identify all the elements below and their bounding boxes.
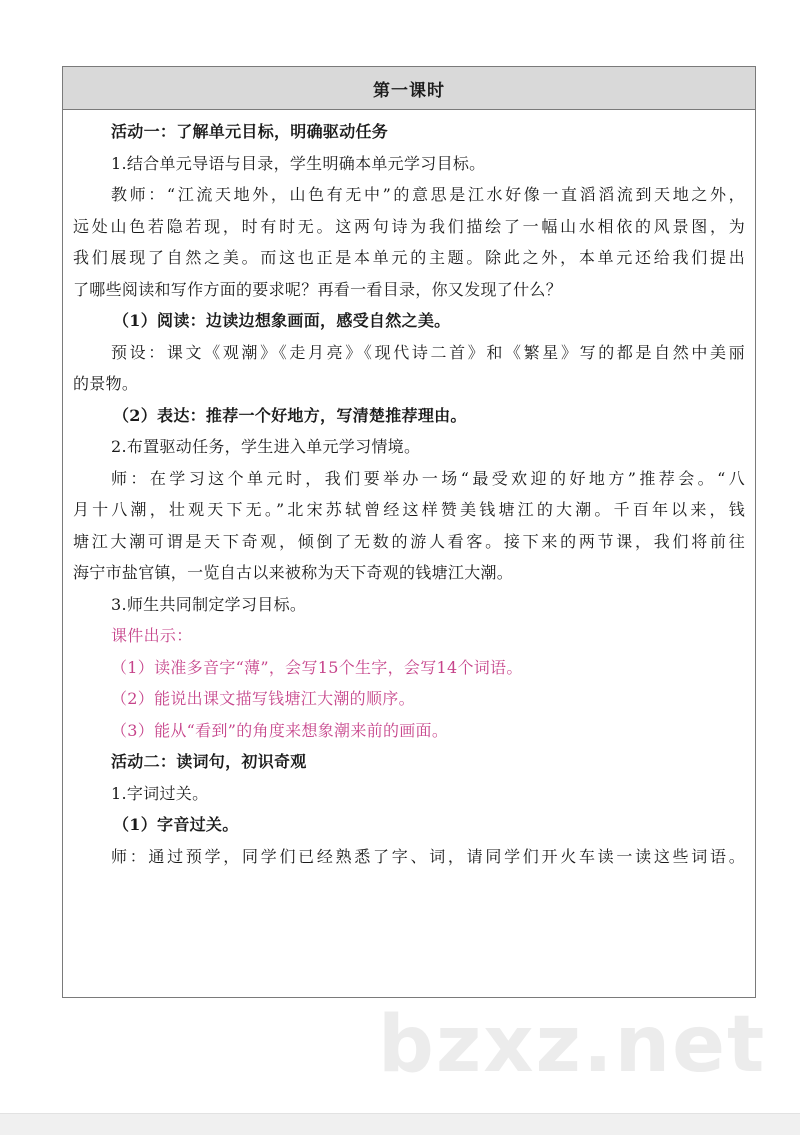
lesson-table	[62, 66, 756, 998]
activity-heading: 活动一：了解单元目标，明确驱动任务	[111, 122, 389, 141]
slide-label: 课件出示：	[111, 626, 193, 645]
step-heading: 3.师生共同制定学习目标。	[111, 594, 307, 614]
paragraph-line: 的景物。	[73, 374, 139, 393]
watermark: bzxz.net	[378, 1000, 767, 1090]
step-heading: 2.布置驱动任务，学生进入单元学习情境。	[111, 437, 421, 456]
paragraph-line: 月十八潮，壮观天下无。”北宋苏轼曾经这样赞美钱塘江的大潮。千百年以来，钱	[73, 500, 745, 519]
goal-item: （3）能从“看到”的角度来想象潮来前的画面。	[111, 720, 449, 740]
sub-heading: （2）表达：推荐一个好地方，写清楚推荐理由。	[113, 405, 467, 425]
lesson-title: 第一课时	[373, 80, 445, 101]
sub-heading: （1）字音过关。	[113, 815, 239, 834]
paragraph-line: 预设：课文《观潮》《走月亮》《现代诗二首》和《繁星》写的都是自然中美丽	[111, 342, 745, 362]
step-heading: 1.结合单元导语与目录，学生明确本单元学习目标。	[111, 153, 486, 173]
activity-heading: 活动二：读词句，初识奇观	[111, 752, 307, 771]
bottom-bar	[0, 1113, 800, 1135]
goal-item: （1）读准多音字“薄”，会写15个生字，会写14个词语。	[111, 657, 523, 677]
paragraph-line: 我们展现了自然之美。而这也正是本单元的主题。除此之外，本单元还给我们提出	[73, 248, 745, 267]
goal-item: （2）能说出课文描写钱塘江大潮的顺序。	[111, 689, 415, 708]
paragraph-line: 塘江大潮可谓是天下奇观，倾倒了无数的游人看客。接下来的两节课，我们将前往	[73, 531, 745, 551]
lesson-content	[63, 110, 755, 872]
table-header	[63, 67, 755, 110]
paragraph-line: 海宁市盐官镇，一览自古以来被称为天下奇观的钱塘江大潮。	[73, 563, 514, 582]
paragraph-line: 师：在学习这个单元时，我们要举办一场“最受欢迎的好地方”推荐会。“八	[111, 468, 745, 488]
paragraph-line: 教师：“江流天地外，山色有无中”的意思是江水好像一直滔滔流到天地之外，	[111, 185, 745, 204]
paragraph-line: 师：通过预学，同学们已经熟悉了字、词，请同学们开火车读一读这些词语。	[111, 846, 745, 866]
paragraph-line: 了哪些阅读和写作方面的要求呢？再看一看目录，你又发现了什么？	[73, 279, 563, 299]
sub-heading: （1）阅读：边读边想象画面，感受自然之美。	[113, 311, 451, 330]
step-heading: 1.字词过关。	[111, 783, 209, 803]
paragraph-line: 远处山色若隐若现，时有时无。这两句诗为我们描绘了一幅山水相依的风景图，为	[73, 216, 745, 236]
